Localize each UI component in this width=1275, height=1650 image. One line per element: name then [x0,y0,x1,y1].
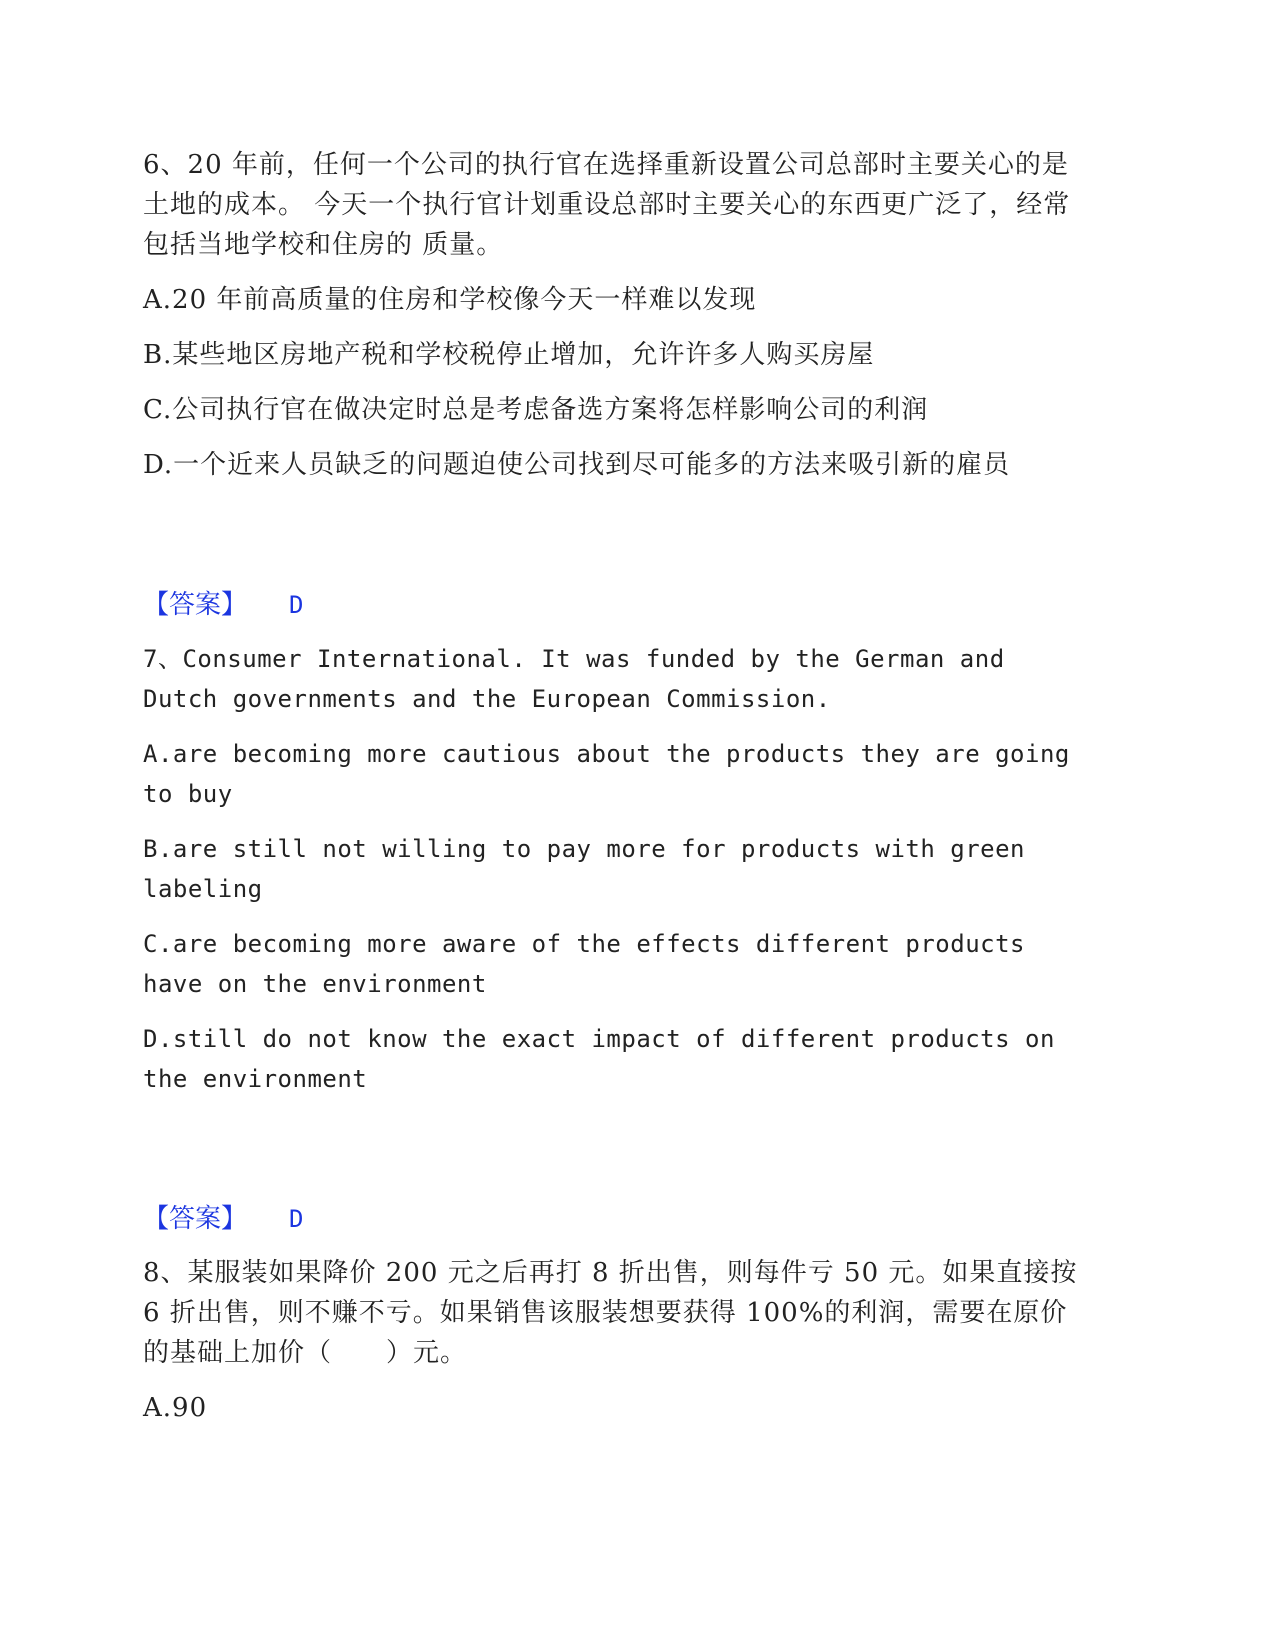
answer-label: 【答案】 [143,1204,248,1234]
question-stem: 6、20 年前，任何一个公司的执行官在选择重新设置公司总部时主要关心的是土地的成本。 今天一个执行官计划重设总部时主要关心的东西更广泛了，经常包括当地学校和住房的 质量。 [143,150,1071,260]
option-a: A.are becoming more cautious about the products they are going to buy [143,740,1070,808]
option-list [143,734,1088,1099]
question-7 [143,639,1088,1239]
answer-line [143,585,1088,625]
option-list [143,1388,1088,1428]
option-d: D.still do not know the exact impact of different products on the environment [143,1025,1055,1093]
question-6 [143,145,1088,625]
answer-value: D [289,1205,304,1233]
document-page [143,145,1088,1428]
option-b: B.are still not willing to pay more for products with green labeling [143,835,1026,903]
answer-label: 【答案】 [143,590,248,620]
question-stem: 7、Consumer International. It was funded by the German and Dutch governments and the European Commission. [143,645,1005,713]
answer-line [143,1199,1088,1239]
option-b: B.某些地区房地产税和学校税停止增加，允许许多人购买房屋 [143,340,875,370]
option-d: D.一个近来人员缺乏的问题迫使公司找到尽可能多的方法来吸引新的雇员 [143,450,1011,480]
option-c: C.are becoming more aware of the effects different products have on the environment [143,930,1026,998]
option-a: A.20 年前高质量的住房和学校像今天一样难以发现 [143,285,757,315]
option-a: A.90 [143,1393,208,1423]
option-list [143,280,1088,485]
option-c: C.公司执行官在做决定时总是考虑备选方案将怎样影响公司的利润 [143,395,929,425]
question-8 [143,1253,1088,1428]
answer-value: D [289,591,304,619]
question-stem: 8、某服装如果降价 200 元之后再打 8 折出售，则每件亏 50 元。如果直接按 6 折出售，则不赚不亏。如果销售该服装想要获得 100%的利润，需要在原价的基础上加价（ ）元。 [143,1258,1078,1368]
